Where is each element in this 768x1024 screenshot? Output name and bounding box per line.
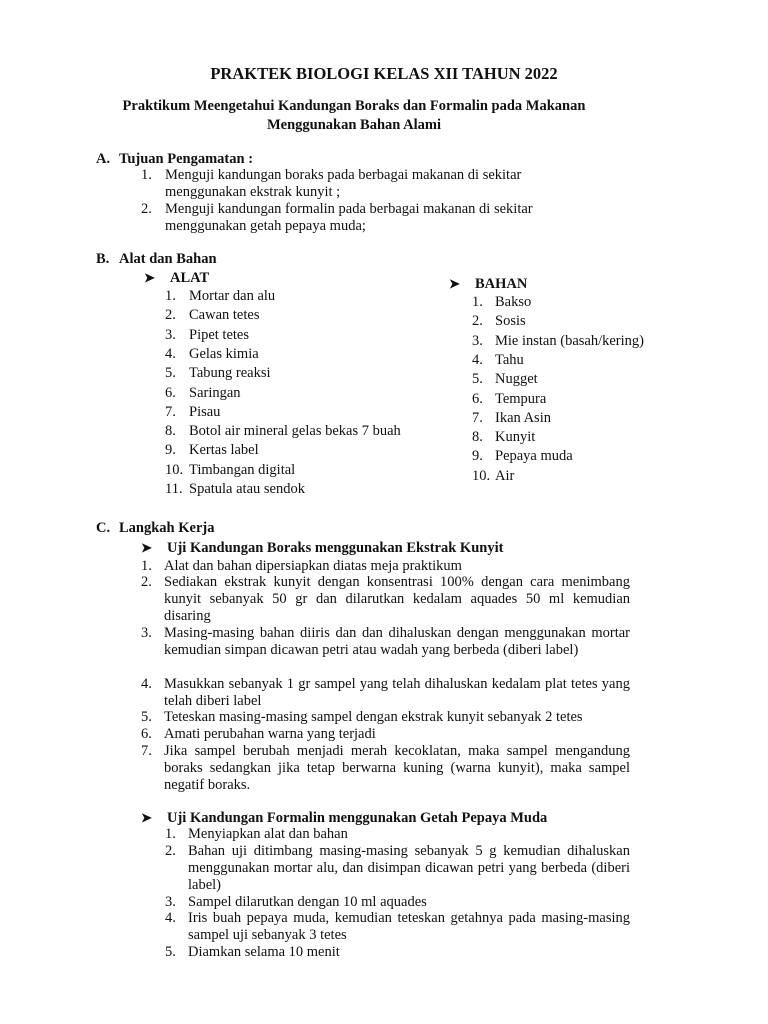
step-number: 7. bbox=[141, 743, 152, 759]
list-item-text: Gelas kimia bbox=[189, 345, 259, 362]
step-number: 3. bbox=[165, 894, 176, 910]
step-text: Teteskan masing-masing sampel dengan ekstrak kunyit sebanyak 2 tetes bbox=[164, 709, 583, 725]
bahan-heading bbox=[449, 275, 527, 293]
step-text: Masing-masing bahan diiris dan dan dihaluskan dengan menggunakan mortar kemudian simpan dicawan petri atau wadah yang berbeda (diberi label) bbox=[164, 625, 630, 658]
step-number: 1. bbox=[165, 826, 176, 842]
formalin-heading bbox=[141, 809, 547, 827]
list-item-number: 7. bbox=[472, 409, 483, 426]
list-item-number: 1. bbox=[165, 288, 176, 304]
list-item-number: 9. bbox=[472, 448, 483, 465]
boraks-heading-label: Uji Kandungan Boraks menggunakan Ekstrak Kunyit bbox=[167, 540, 504, 556]
arrow-bullet-icon: ➤ bbox=[144, 270, 155, 285]
alat-heading bbox=[144, 269, 209, 287]
list-item bbox=[472, 448, 768, 466]
list-item bbox=[472, 371, 768, 389]
list-item-text: Kertas label bbox=[189, 442, 259, 459]
list-item-number: 2. bbox=[141, 201, 152, 217]
list-item-text: Menguji kandungan boraks pada berbagai makanan di sekitar bbox=[165, 167, 522, 183]
list-item-text: Tempura bbox=[495, 390, 547, 407]
step-text: Sediakan ekstrak kunyit dengan konsentrasi 100% dengan cara menimbang kunyit sebanyak 50 gr dan dilarutkan kedalam aquades 50 ml kemudian disaring bbox=[164, 574, 630, 624]
list-item-number: 4. bbox=[165, 345, 176, 362]
step-text: Sampel dilarutkan dengan 10 ml aquades bbox=[188, 894, 427, 910]
list-item-number: 3. bbox=[165, 326, 176, 343]
step-number: 5. bbox=[141, 709, 152, 725]
list-item-number: 1. bbox=[472, 294, 483, 310]
step-text: Masukkan sebanyak 1 gr sampel yang telah dihaluskan kedalam plat tetes yang telah diberi label bbox=[164, 676, 630, 709]
list-item-number: 8. bbox=[472, 429, 483, 446]
document-subtitle-line2: Menggunakan Bahan Alami bbox=[266, 117, 442, 133]
list-item bbox=[472, 313, 768, 331]
step-text: Amati perubahan warna yang terjadi bbox=[164, 726, 376, 742]
section-b-title: Alat dan Bahan bbox=[119, 251, 217, 267]
list-item-text: Kunyit bbox=[495, 429, 536, 446]
list-item-text: Botol air mineral gelas bekas 7 buah bbox=[189, 423, 401, 440]
list-item-text: Pipet tetes bbox=[189, 326, 250, 343]
list-item-number: 6. bbox=[472, 390, 483, 407]
list-item bbox=[165, 288, 465, 306]
list-item-number: 3. bbox=[472, 332, 483, 349]
list-item-number: 5. bbox=[165, 365, 176, 382]
step-number: 5. bbox=[165, 944, 176, 960]
step-text: Iris buah pepaya muda, kemudian teteskan getahnya pada masing-masing sampel uji sebanyak 3 tetes bbox=[188, 910, 630, 943]
step-text: Diamkan selama 10 menit bbox=[188, 944, 340, 960]
list-item bbox=[165, 462, 465, 480]
list-item bbox=[141, 167, 561, 201]
list-item-text: Spatula atau sendok bbox=[189, 481, 305, 497]
bahan-heading-label: BAHAN bbox=[475, 276, 528, 292]
document-subtitle-line1: Praktikum Meengetahui Kandungan Boraks dan Formalin pada Makanan bbox=[122, 98, 586, 114]
alat-heading-label: ALAT bbox=[170, 270, 210, 286]
list-item bbox=[472, 352, 768, 370]
list-item-text: menggunakan getah pepaya muda; bbox=[165, 218, 366, 234]
step-number: 4. bbox=[165, 910, 176, 926]
list-item-text: Ikan Asin bbox=[495, 409, 551, 426]
list-item-number: 6. bbox=[165, 384, 176, 401]
arrow-bullet-icon: ➤ bbox=[449, 276, 460, 291]
step-number: 4. bbox=[141, 676, 152, 692]
list-item-text: Cawan tetes bbox=[189, 307, 260, 324]
list-item bbox=[472, 333, 768, 351]
list-item bbox=[165, 481, 465, 499]
step-text: Menyiapkan alat dan bahan bbox=[188, 826, 348, 842]
list-item bbox=[165, 346, 465, 364]
list-item-text: Tabung reaksi bbox=[189, 365, 271, 382]
list-item-text: Timbangan digital bbox=[189, 461, 296, 478]
arrow-bullet-icon: ➤ bbox=[141, 810, 152, 825]
list-item-number: 1. bbox=[141, 167, 152, 183]
list-item bbox=[472, 429, 768, 447]
list-item-text: Tahu bbox=[495, 351, 524, 368]
list-item-number: 7. bbox=[165, 403, 176, 420]
list-item bbox=[165, 385, 465, 403]
step-number: 1. bbox=[141, 558, 152, 574]
formalin-heading-label: Uji Kandungan Formalin menggunakan Getah Pepaya Muda bbox=[167, 810, 548, 826]
section-c-marker: C. bbox=[96, 520, 111, 536]
list-item bbox=[165, 365, 465, 383]
list-item-text: Mortar dan alu bbox=[189, 288, 276, 304]
list-item bbox=[472, 294, 768, 312]
section-a-title: Tujuan Pengamatan : bbox=[119, 151, 254, 167]
list-item-text: Bakso bbox=[495, 294, 532, 310]
list-item bbox=[472, 410, 768, 428]
section-a-heading bbox=[96, 150, 253, 168]
list-item bbox=[165, 423, 465, 441]
list-item bbox=[165, 307, 465, 325]
list-item-text: Mie instan (basah/kering) bbox=[495, 332, 644, 349]
list-item-number: 9. bbox=[165, 442, 176, 459]
step-text: Bahan uji ditimbang masing-masing sebanyak 5 g kemudian dihaluskan menggunakan mortar alu, dan disimpan dicawan petri yang berbeda (diberi label) bbox=[188, 843, 630, 893]
list-item-number: 8. bbox=[165, 423, 176, 440]
step-number: 6. bbox=[141, 726, 152, 742]
list-item-text: Nugget bbox=[495, 371, 538, 388]
step-number: 2. bbox=[141, 574, 152, 590]
list-item-text: Sosis bbox=[495, 313, 526, 330]
section-c-title: Langkah Kerja bbox=[119, 520, 215, 536]
list-item-text: Pepaya muda bbox=[495, 448, 573, 465]
list-item-text: Menguji kandungan formalin pada berbagai makanan di sekitar bbox=[165, 201, 533, 217]
section-a-marker: A. bbox=[96, 151, 111, 167]
section-c-heading bbox=[96, 519, 214, 537]
list-item bbox=[472, 391, 768, 409]
list-item-text: Saringan bbox=[189, 384, 241, 401]
list-item-text: Air bbox=[495, 467, 515, 484]
section-b-marker: B. bbox=[96, 251, 110, 267]
arrow-bullet-icon: ➤ bbox=[141, 540, 152, 555]
list-item-number: 4. bbox=[472, 351, 483, 368]
list-item bbox=[165, 404, 465, 422]
step-number: 3. bbox=[141, 625, 152, 641]
step-text: Alat dan bahan dipersiapkan diatas meja praktikum bbox=[164, 558, 462, 574]
step-text: Jika sampel berubah menjadi merah kecoklatan, maka sampel mengandung boraks sedangkan jika tetap berwarna kuning (warna kunyit), maka sampel negatif boraks. bbox=[164, 743, 630, 793]
section-b-heading bbox=[96, 250, 217, 268]
list-item bbox=[165, 327, 465, 345]
list-item-number: 11. bbox=[165, 481, 183, 497]
list-item-number: 5. bbox=[472, 371, 483, 388]
list-item-number: 10. bbox=[165, 461, 184, 478]
list-item-text: menggunakan ekstrak kunyit ; bbox=[165, 184, 341, 200]
list-item bbox=[165, 442, 465, 460]
boraks-heading bbox=[141, 539, 503, 557]
list-item-number: 2. bbox=[472, 313, 483, 330]
list-item-text: Pisau bbox=[189, 403, 221, 420]
document-title: PRAKTEK BIOLOGI KELAS XII TAHUN 2022 bbox=[210, 64, 558, 83]
list-item bbox=[141, 201, 561, 235]
list-item-number: 10. bbox=[472, 467, 491, 484]
list-item-number: 2. bbox=[165, 307, 176, 324]
step-number: 2. bbox=[165, 843, 176, 859]
list-item bbox=[472, 468, 768, 486]
